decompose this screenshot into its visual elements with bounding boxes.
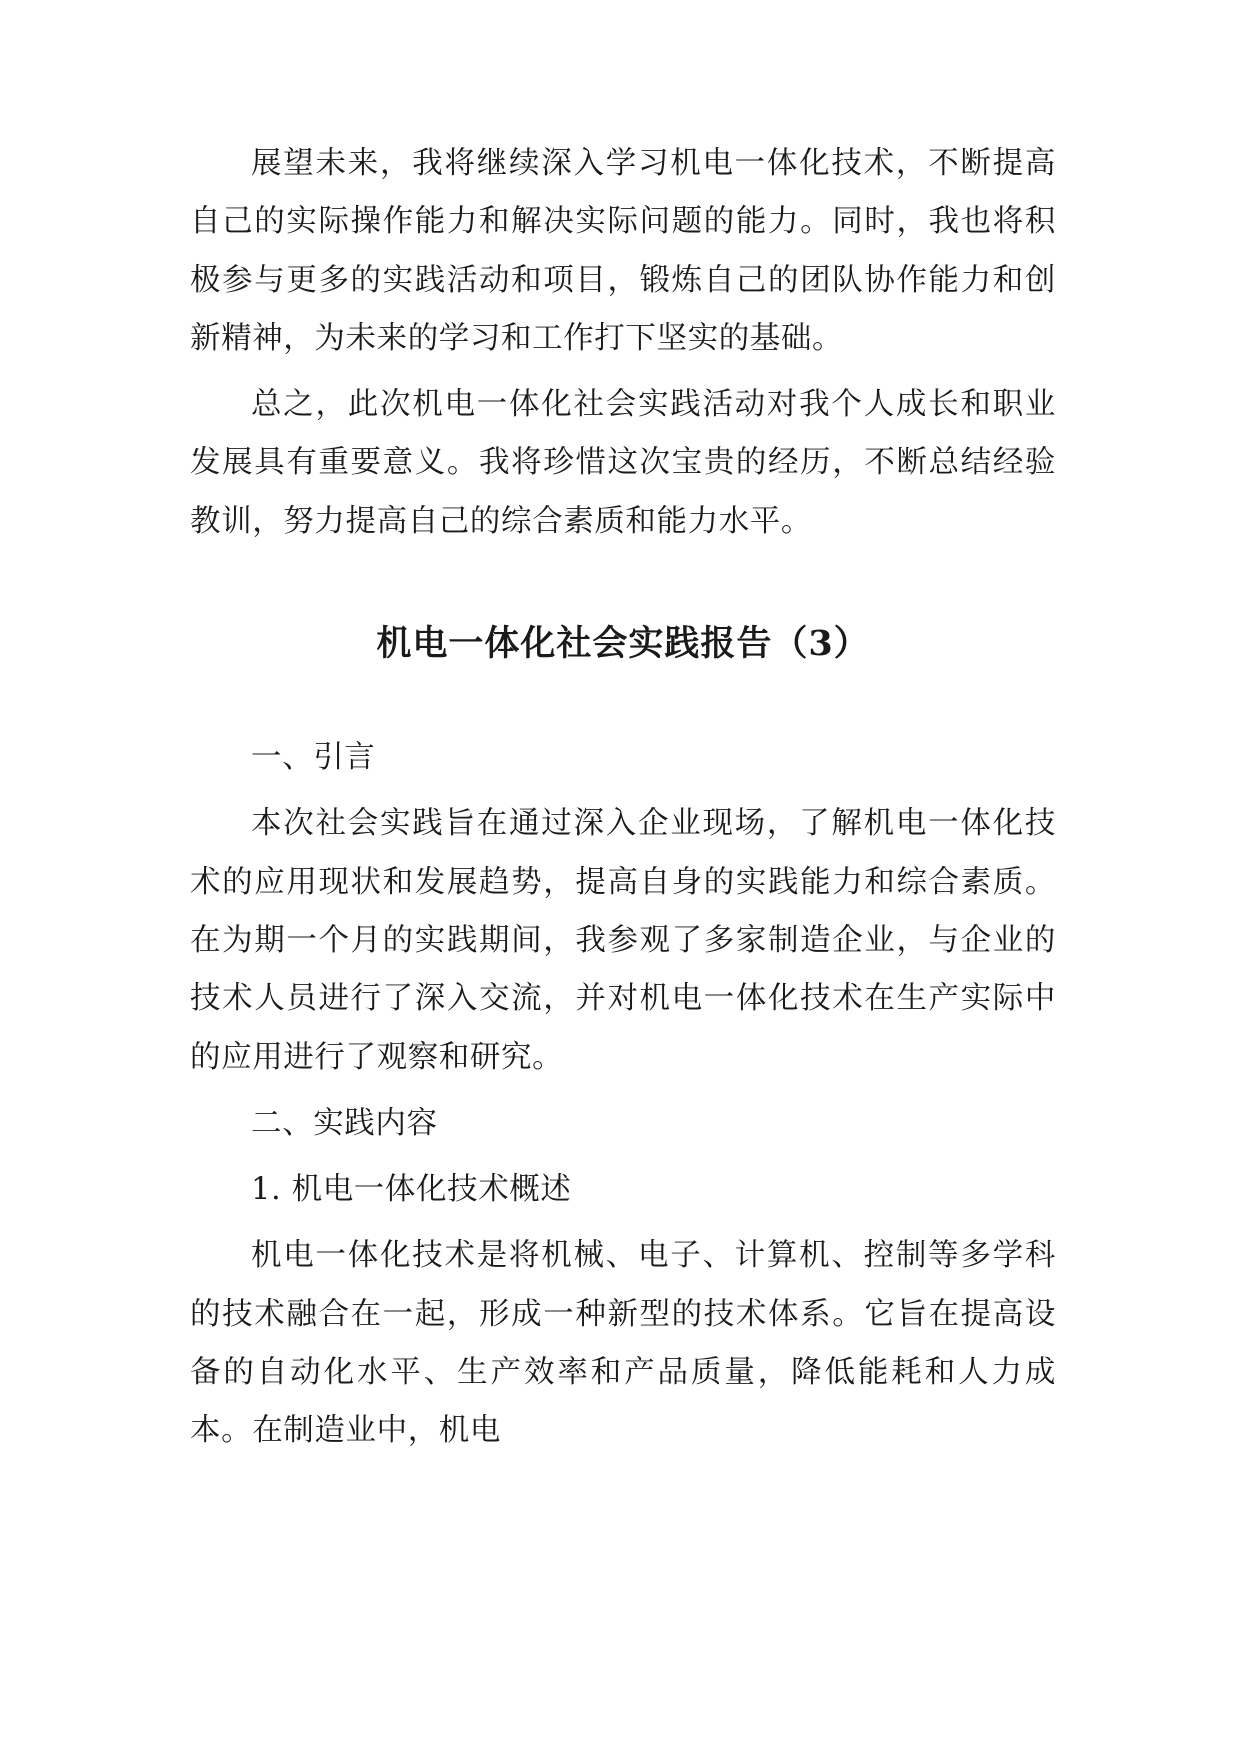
document-page	[190, 135, 1056, 1461]
report-title: 机电一体化社会实践报告（3）	[376, 623, 870, 665]
paragraph-conclusion: 总之，此次机电一体化社会实践活动对我个人成长和职业发展具有重要意义。我将珍惜这次宝贵的经历，不断总结经验教训，努力提高自己的综合素质和能力水平。	[190, 387, 1056, 539]
paragraph-overview: 机电一体化技术是将机械、电子、计算机、控制等多学科的技术融合在一起，形成一种新型的技术体系。它旨在提高设备的自动化水平、生产效率和产品质量，降低能耗和人力成本。在制造业中，机电	[190, 1238, 1056, 1449]
paragraph-outlook: 展望未来，我将继续深入学习机电一体化技术，不断提高自己的实际操作能力和解决实际问题的能力。同时，我也将积极参与更多的实践活动和项目，锻炼自己的团队协作能力和创新精神，为未来的学习和工作打下坚实的基础。	[190, 146, 1056, 356]
section-heading-practice-content: 二、实践内容	[251, 1105, 438, 1141]
section-heading-introduction: 一、引言	[251, 740, 376, 776]
subsection-heading-overview: 1. 机电一体化技术概述	[251, 1172, 572, 1208]
paragraph-introduction: 本次社会实践旨在通过深入企业现场，了解机电一体化技术的应用现状和发展趋势，提高自身的实践能力和综合素质。在为期一个月的实践期间，我参观了多家制造企业，与企业的技术人员进行了深入交流，并对机电一体化技术在生产实际中的应用进行了观察和研究。	[190, 806, 1056, 1075]
